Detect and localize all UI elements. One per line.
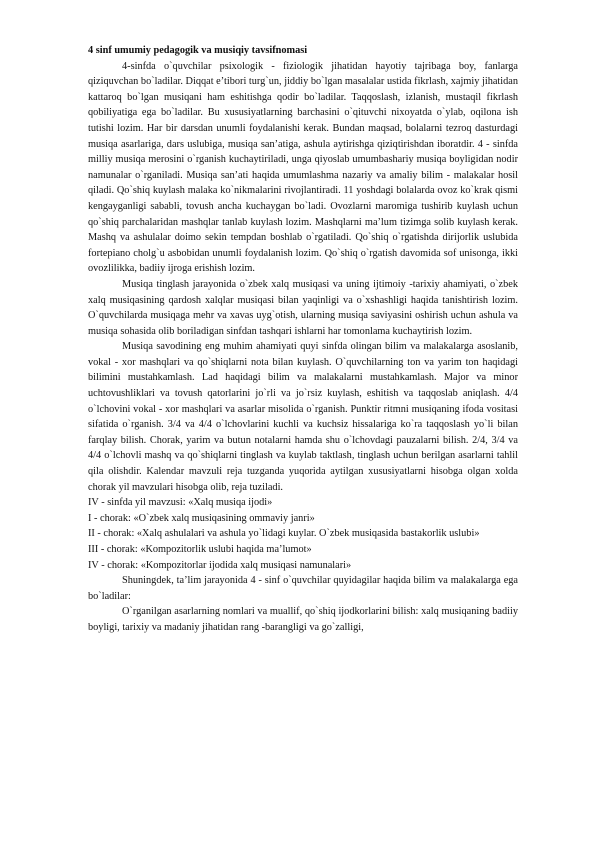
paragraph-outcomes-detail: O`rganilgan asarlarning nomlari va muallif, qo`shiq ijodkorlarini bilish: xalq musiqaning badiiy boyligi, tarixiy va madaniy jihatidan rang -barangligi va go`zalligi, (88, 606, 518, 633)
paragraph-outcomes-intro: Shuningdek, ta’lim jarayonida 4 - sinf o`quvchilar quyidagilar haqida bilim va malakalarga ega bo`ladilar: (88, 575, 518, 602)
plan-line-quarter-2: II - chorak: «Xalq ashulalari va ashula yo`lidagi kuylar. O`zbek musiqasida bastakorlik uslubi» (88, 528, 480, 540)
paragraph-characteristics: 4-sinfda o`quvchilar psixologik - fiziologik jihatidan hayotiy tajribaga boy, fanlarga qiziquvchan bo`ladilar. Diqqat e’tibori turg`un, jiddiy bo`lgan masalalar ustida fikrlash, xajmiy jihatidan kattaroq bo`lgan musiqani ham eshitishga qodir bo`ladilar. Taqqoslash, izlanish, mustaqil fikrlash qobiliyatiga ega bo`ladilar. Bu xususiyatlarning barchasini o`qituvchi nixoyatda o`ylab, oqilona ish tutishi lozim. Har bir darsdan unumli foydalanishi kerak. Bundan maqsad, bolalarni tezroq dasturdagi musiqa asarlariga, dars uslubiga, musiqa san’atiga, ashula aytirishga qiziqtirishdan iboratdir. 4 - sinfda milliy musiqa merosini o`rganish kuchaytiriladi, unga qiyoslab umumbashariy musiqa boyligidan nodir namunalar o`rganiladi. Musiqa san’ati haqida umumlashma nazariy va amaliy bilim - malakalar hosil qiladi. Qo`shiq kuylash malaka ko`nikmalarini rivojlantiradi. 11 yoshdagi bolalarda ovoz ko`krak qismi kengayganligi sababli, tovush ancha kuchaygan bo`ladi. Ovozlarni maromiga tushirib kuylash uchun qo`shiq parchalaridan mashqlar tanlab kuylash lozim. Mashqlarni ma’lum tizimga solib kuylash kerak. Mashq va ashulalar doimo sekin tempdan boshlab o`rgatiladi. Qo`shiq o`rgatishda dirijorlik uslubida fortepiano cholg`u asbobidan unumli foydalanish lozim. Qo`shiq o`rgatish davomida sof unisonga, ikki ovozlilikka, badiiy ijroga erishish lozim. (88, 60, 518, 275)
plan-line-year-theme: IV - sinfda yil mavzusi: «Xalq musiqa ijodi» (88, 497, 273, 509)
plan-line-quarter-3: III - chorak: «Kompozitorlik uslubi haqida ma’lumot» (88, 544, 312, 555)
plan-line-quarter-4: IV - chorak: «Kompozitorlar ijodida xalq musiqasi namunalari» (88, 559, 352, 571)
paragraph-listening: Musiqa tinglash jarayonida o`zbek xalq musiqasi va uning ijtimoiy -tarixiy ahamiyati, o`zbek xalq musiqasining qardosh xalqlar musiqasi bilan yaqinligi va o`xshashligi haqida tanishtirish lozim. O`quvchilarda musiqaga mehr va xavas uyg`otish, ularning musiqa saviyasini oshirish uchun ashula va musiqa sohasida olib boriladigan sinfdan tashqari ishlarni har tomonlama kuchaytirish lozim. (88, 278, 518, 337)
plan-line-quarter-1: I - chorak: «O`zbek xalq musiqasining ommaviy janri» (88, 512, 315, 524)
document-page (88, 43, 518, 636)
paragraph-literacy: Musiqa savodining eng muhim ahamiyati quyi sinfda olingan bilim va malakalarga asoslanib, vokal - xor mashqlari va qo`shiqlarni nota bilan kuylash. O`quvchilarning ton va yarim ton haqidagi bilimini mustahkamlash. Lad haqidagi bilim va malakalarni mustahkamlash. Major va minor uchtovushliklari va tovush qatorlarini jo`rli va jo`rsiz kuylash, eshitish va taqqoslab aniqlash. 4/4 o`lchovini vokal - xor mashqlari va asarlar misolida o`rganish. Punktir ritmni musiqaning ifoda vositasi sifatida o`rganish. 3/4 va 4/4 o`lchovlarini kuchli va kuchsiz hissalariga ko`ra taqqoslash yo`li bilan farqlay bilish. Chorak, yarim va butun notalarni hamda shu o`lchovdagi pauzalarni bilish. 2/4, 3/4 va 4/4 o`lchovli mashq va qo`shiqlarni tinglash va kuylab taktlash, tinglash uchun berilgan asarlarni tahlil qila olishdir. Kalendar mavzuli reja tuzganda yuqorida aytilgan xususiyatlarni hisobga olgan xolda chorak yil mavzulari hisobga olib, reja tuziladi. (88, 341, 518, 493)
document-title: 4 sinf umumiy pedagogik va musiqiy tavsifnomasi (88, 45, 308, 56)
